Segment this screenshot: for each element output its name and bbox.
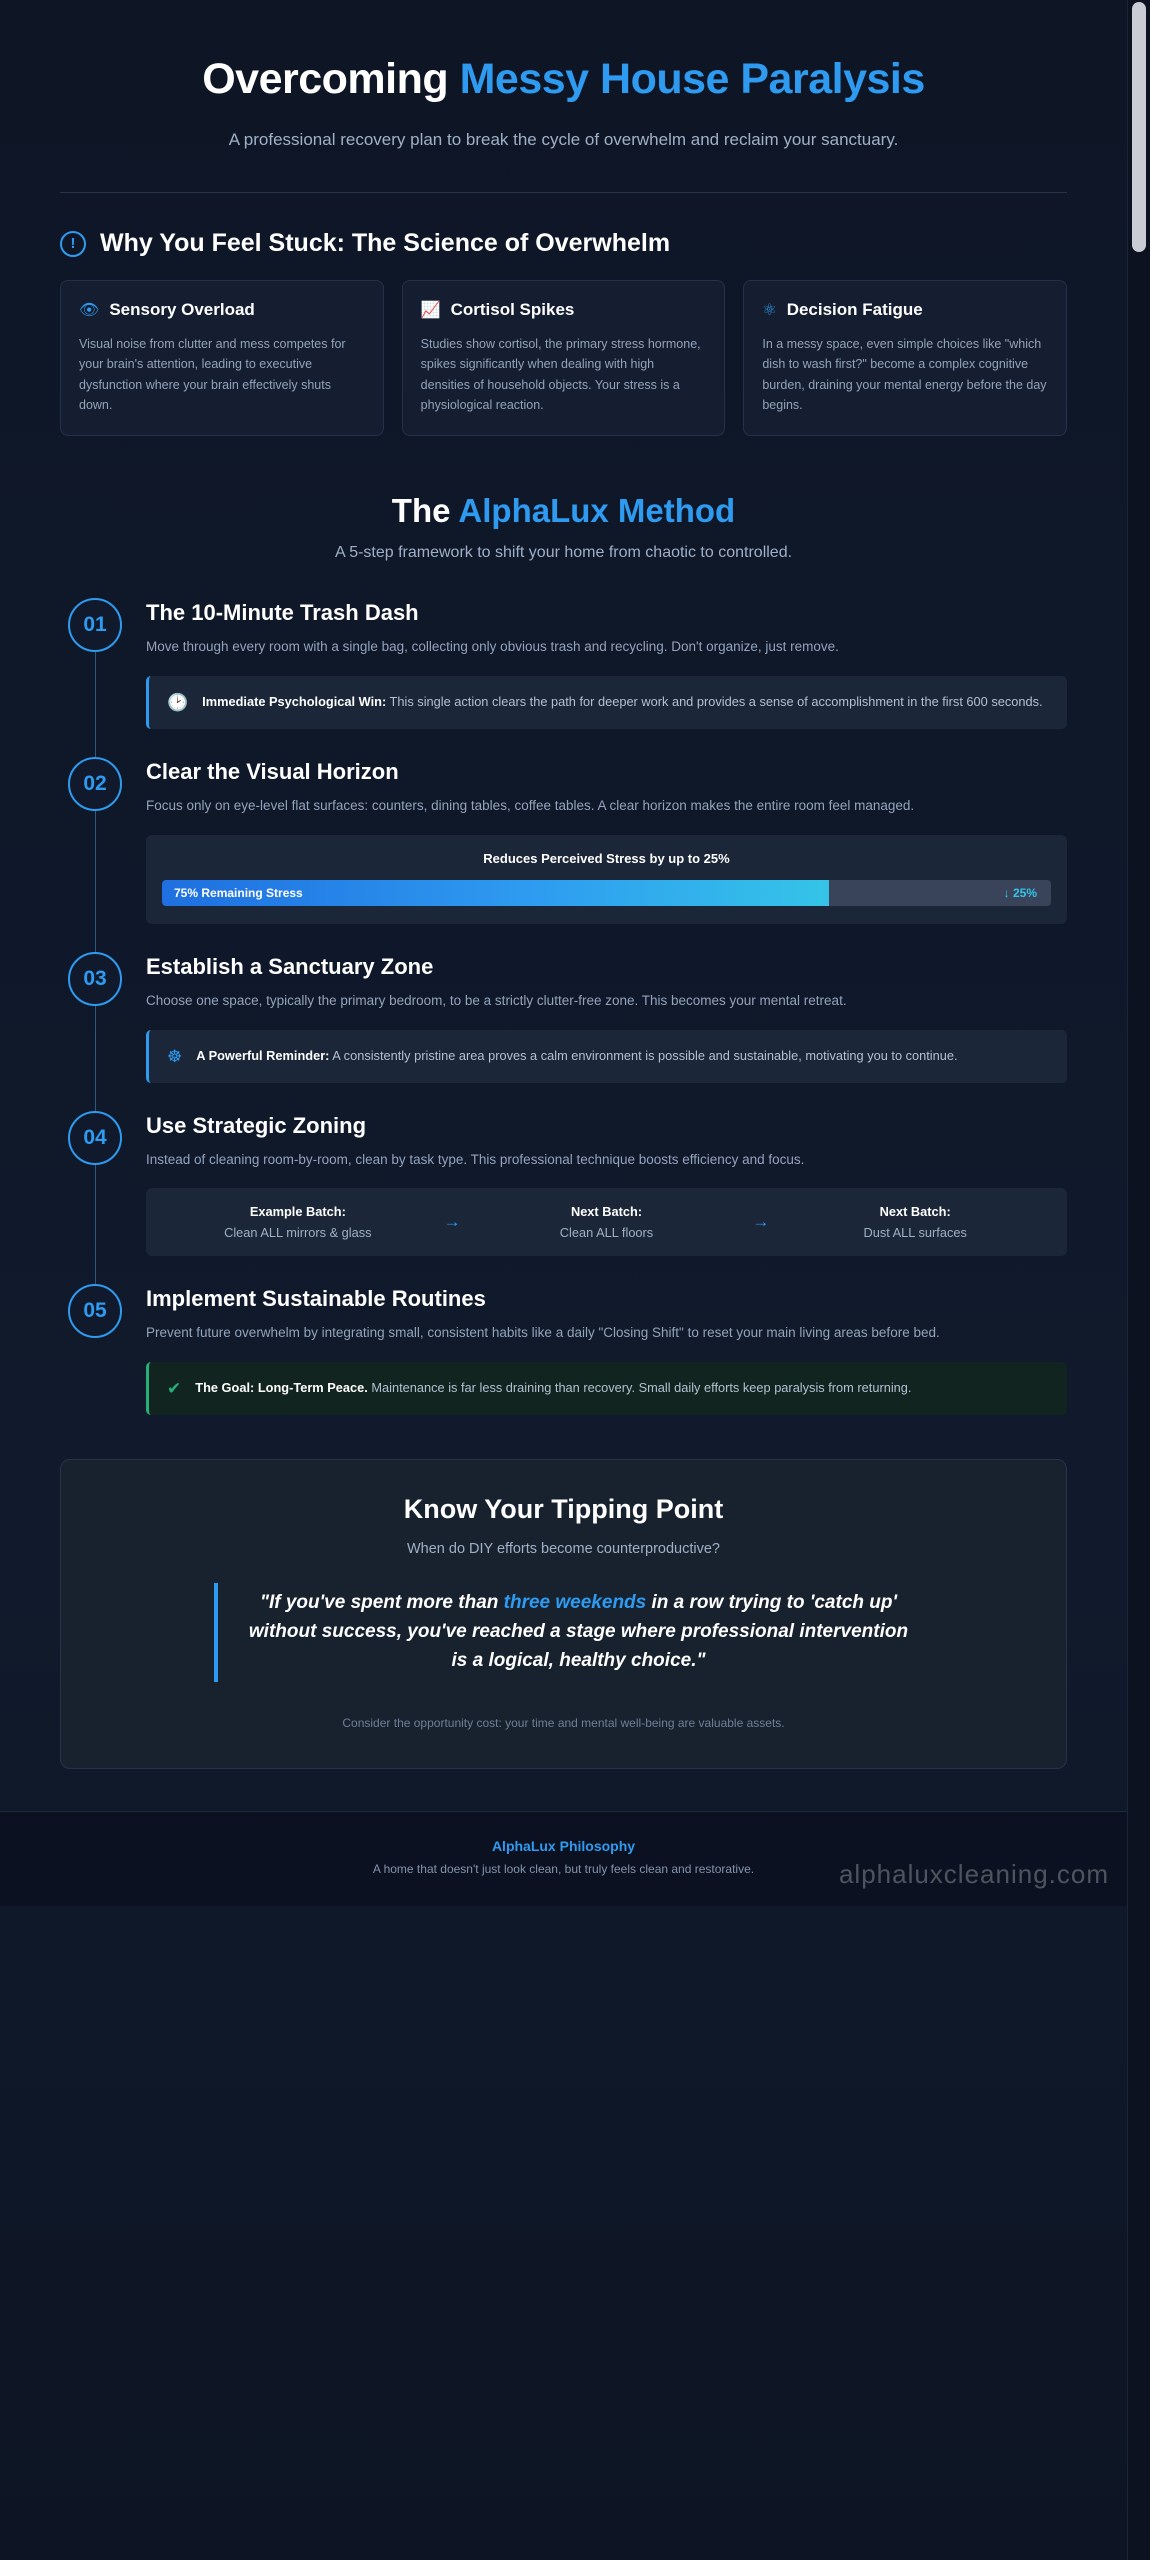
- step-number: 01: [68, 598, 122, 652]
- science-card-body: Studies show cortisol, the primary stress hormone, spikes significantly when dealing with high densities of household objects. Your stress is a physiological reaction.: [420, 337, 701, 412]
- method-step: [60, 952, 1067, 1083]
- step-callout: [146, 1030, 1067, 1083]
- callout-bold: Immediate Psychological Win:: [202, 693, 387, 709]
- quote-accent: three weekends: [503, 1592, 647, 1614]
- science-card-title: Sensory Overload: [109, 300, 255, 320]
- science-card-title: Decision Fatigue: [786, 300, 923, 320]
- tipping-point-quote: [214, 1583, 914, 1682]
- stress-reduction-label: ↓ 25%: [1003, 885, 1037, 900]
- method-title-accent: AlphaLux Method: [458, 492, 736, 530]
- step-number: 04: [68, 1111, 122, 1165]
- clock-icon: 🕑: [167, 692, 189, 712]
- callout-text: A consistently pristine area proves a calm environment is possible and sustainable, motivating you to continue.: [329, 1047, 958, 1063]
- page-title: [60, 54, 1067, 105]
- page-title-part1: Overcoming: [202, 55, 460, 103]
- batch-item: [773, 1204, 1057, 1240]
- method-step: [60, 598, 1067, 729]
- science-card: [743, 280, 1067, 436]
- step-number: 05: [68, 1284, 122, 1338]
- watermark-url: alphaluxcleaning.com: [838, 1858, 1109, 1889]
- science-cards: [60, 280, 1067, 436]
- step-title: Establish a Sanctuary Zone: [146, 953, 434, 979]
- tipping-point-question: When do DIY efforts become counterproductive?: [406, 1541, 720, 1558]
- batch-value: Clean ALL mirrors & glass: [224, 1225, 372, 1241]
- eye-icon: 👁: [79, 302, 100, 320]
- callout-bold: A Powerful Reminder:: [196, 1047, 330, 1063]
- step-description: Move through every room with a single bag, collecting only obvious trash and recycling. Don't organize, just remove.: [146, 639, 839, 655]
- stress-progress-label: 75% Remaining Stress: [174, 885, 303, 900]
- step-title: The 10-Minute Trash Dash: [146, 600, 419, 626]
- step-description: Choose one space, typically the primary bedroom, to be a strictly clutter-free zone. This becomes your mental retreat.: [146, 992, 847, 1008]
- method-title-part1: The: [391, 492, 459, 530]
- stress-reduction-panel: [146, 835, 1067, 924]
- batch-item: [156, 1204, 440, 1240]
- step-callout: [146, 676, 1067, 729]
- quote-part1: "If you've spent more than: [259, 1592, 504, 1614]
- science-heading: Why You Feel Stuck: The Science of Overwhelm: [100, 229, 671, 258]
- batch-value: Dust ALL surfaces: [863, 1225, 967, 1241]
- method-title: [60, 492, 1067, 530]
- method-subtitle: A 5-step framework to shift your home from chaotic to controlled.: [334, 544, 793, 562]
- step-description: Focus only on eye-level flat surfaces: counters, dining tables, coffee tables. A clear horizon makes the entire room feel managed.: [146, 797, 915, 813]
- footer-brand: AlphaLux Philosophy: [491, 1837, 636, 1854]
- lifebuoy-icon: ☸: [167, 1046, 183, 1066]
- method-steps: [60, 598, 1067, 1415]
- tipping-point-panel: [60, 1459, 1067, 1769]
- page-title-accent: Messy House Paralysis: [459, 55, 925, 103]
- arrow-right-icon: →: [752, 1212, 770, 1232]
- step-title: Use Strategic Zoning: [146, 1112, 367, 1138]
- science-card-title: Cortisol Spikes: [450, 300, 575, 320]
- science-section-header: [60, 229, 1067, 258]
- batch-label: Next Batch:: [570, 1204, 643, 1220]
- page-subtitle: A professional recovery plan to break the cycle of overwhelm and reclaim your sanctuary.: [228, 129, 899, 149]
- step-title: Implement Sustainable Routines: [146, 1286, 486, 1312]
- header-divider: [60, 192, 1067, 193]
- science-card: [60, 280, 384, 436]
- batch-value: Clean ALL floors: [559, 1225, 654, 1241]
- arrow-right-icon: →: [443, 1212, 461, 1232]
- page-footer: [0, 1811, 1127, 1906]
- batch-item: [465, 1204, 749, 1240]
- callout-text: This single action clears the path for deeper work and provides a sense of accomplishment in the first 600 seconds.: [386, 693, 1043, 709]
- page-scrollbar[interactable]: [1128, 0, 1150, 2560]
- brain-icon: ⚛: [762, 302, 777, 320]
- stress-progress-bar: [162, 880, 1051, 906]
- method-step: [60, 1284, 1067, 1415]
- alert-circle-icon: !: [60, 231, 86, 257]
- scrollbar-thumb[interactable]: [1132, 2, 1146, 252]
- check-circle-icon: ✔: [167, 1379, 182, 1399]
- step-title: Clear the Visual Horizon: [146, 758, 399, 784]
- science-card-body: In a messy space, even simple choices like "which dish to wash first?" become a complex cognitive burden, draining your mental energy before the day begins.: [762, 337, 1047, 412]
- batch-label: Example Batch:: [249, 1204, 346, 1220]
- method-step: [60, 1111, 1067, 1257]
- zoning-batches: [146, 1188, 1067, 1256]
- tipping-point-footnote: Consider the opportunity cost: your time and mental well-being are valuable assets.: [342, 1715, 785, 1730]
- science-card: [402, 280, 726, 436]
- method-step: [60, 757, 1067, 924]
- stress-panel-label: Reduces Perceived Stress by up to 25%: [483, 850, 730, 866]
- trending-up-icon: 📈: [420, 302, 441, 320]
- step-callout: [146, 1362, 1067, 1415]
- science-card-body: Visual noise from clutter and mess competes for your brain's attention, leading to executive dysfunction where your brain effectively shuts down.: [79, 337, 346, 412]
- footer-tagline: A home that doesn't just look clean, but truly feels clean and restorative.: [372, 1861, 755, 1876]
- step-description: Instead of cleaning room-by-room, clean by task type. This professional technique boosts efficiency and focus.: [146, 1151, 805, 1167]
- callout-bold: The Goal: Long-Term Peace.: [195, 1380, 368, 1396]
- stress-progress-fill: [162, 880, 829, 906]
- tipping-point-title: Know Your Tipping Point: [403, 1494, 724, 1525]
- step-description: Prevent future overwhelm by integrating small, consistent habits like a daily "Closing Shift" to reset your main living areas before bed.: [146, 1325, 940, 1341]
- quote-part2: in a row trying to 'catch up' without success, you've reached a stage where professional intervention is a logical, healthy choice.": [248, 1592, 909, 1672]
- callout-text: Maintenance is far less draining than recovery. Small daily efforts keep paralysis from returning.: [367, 1380, 912, 1396]
- step-number: 03: [68, 952, 122, 1006]
- batch-label: Next Batch:: [879, 1204, 951, 1220]
- step-number: 02: [68, 757, 122, 811]
